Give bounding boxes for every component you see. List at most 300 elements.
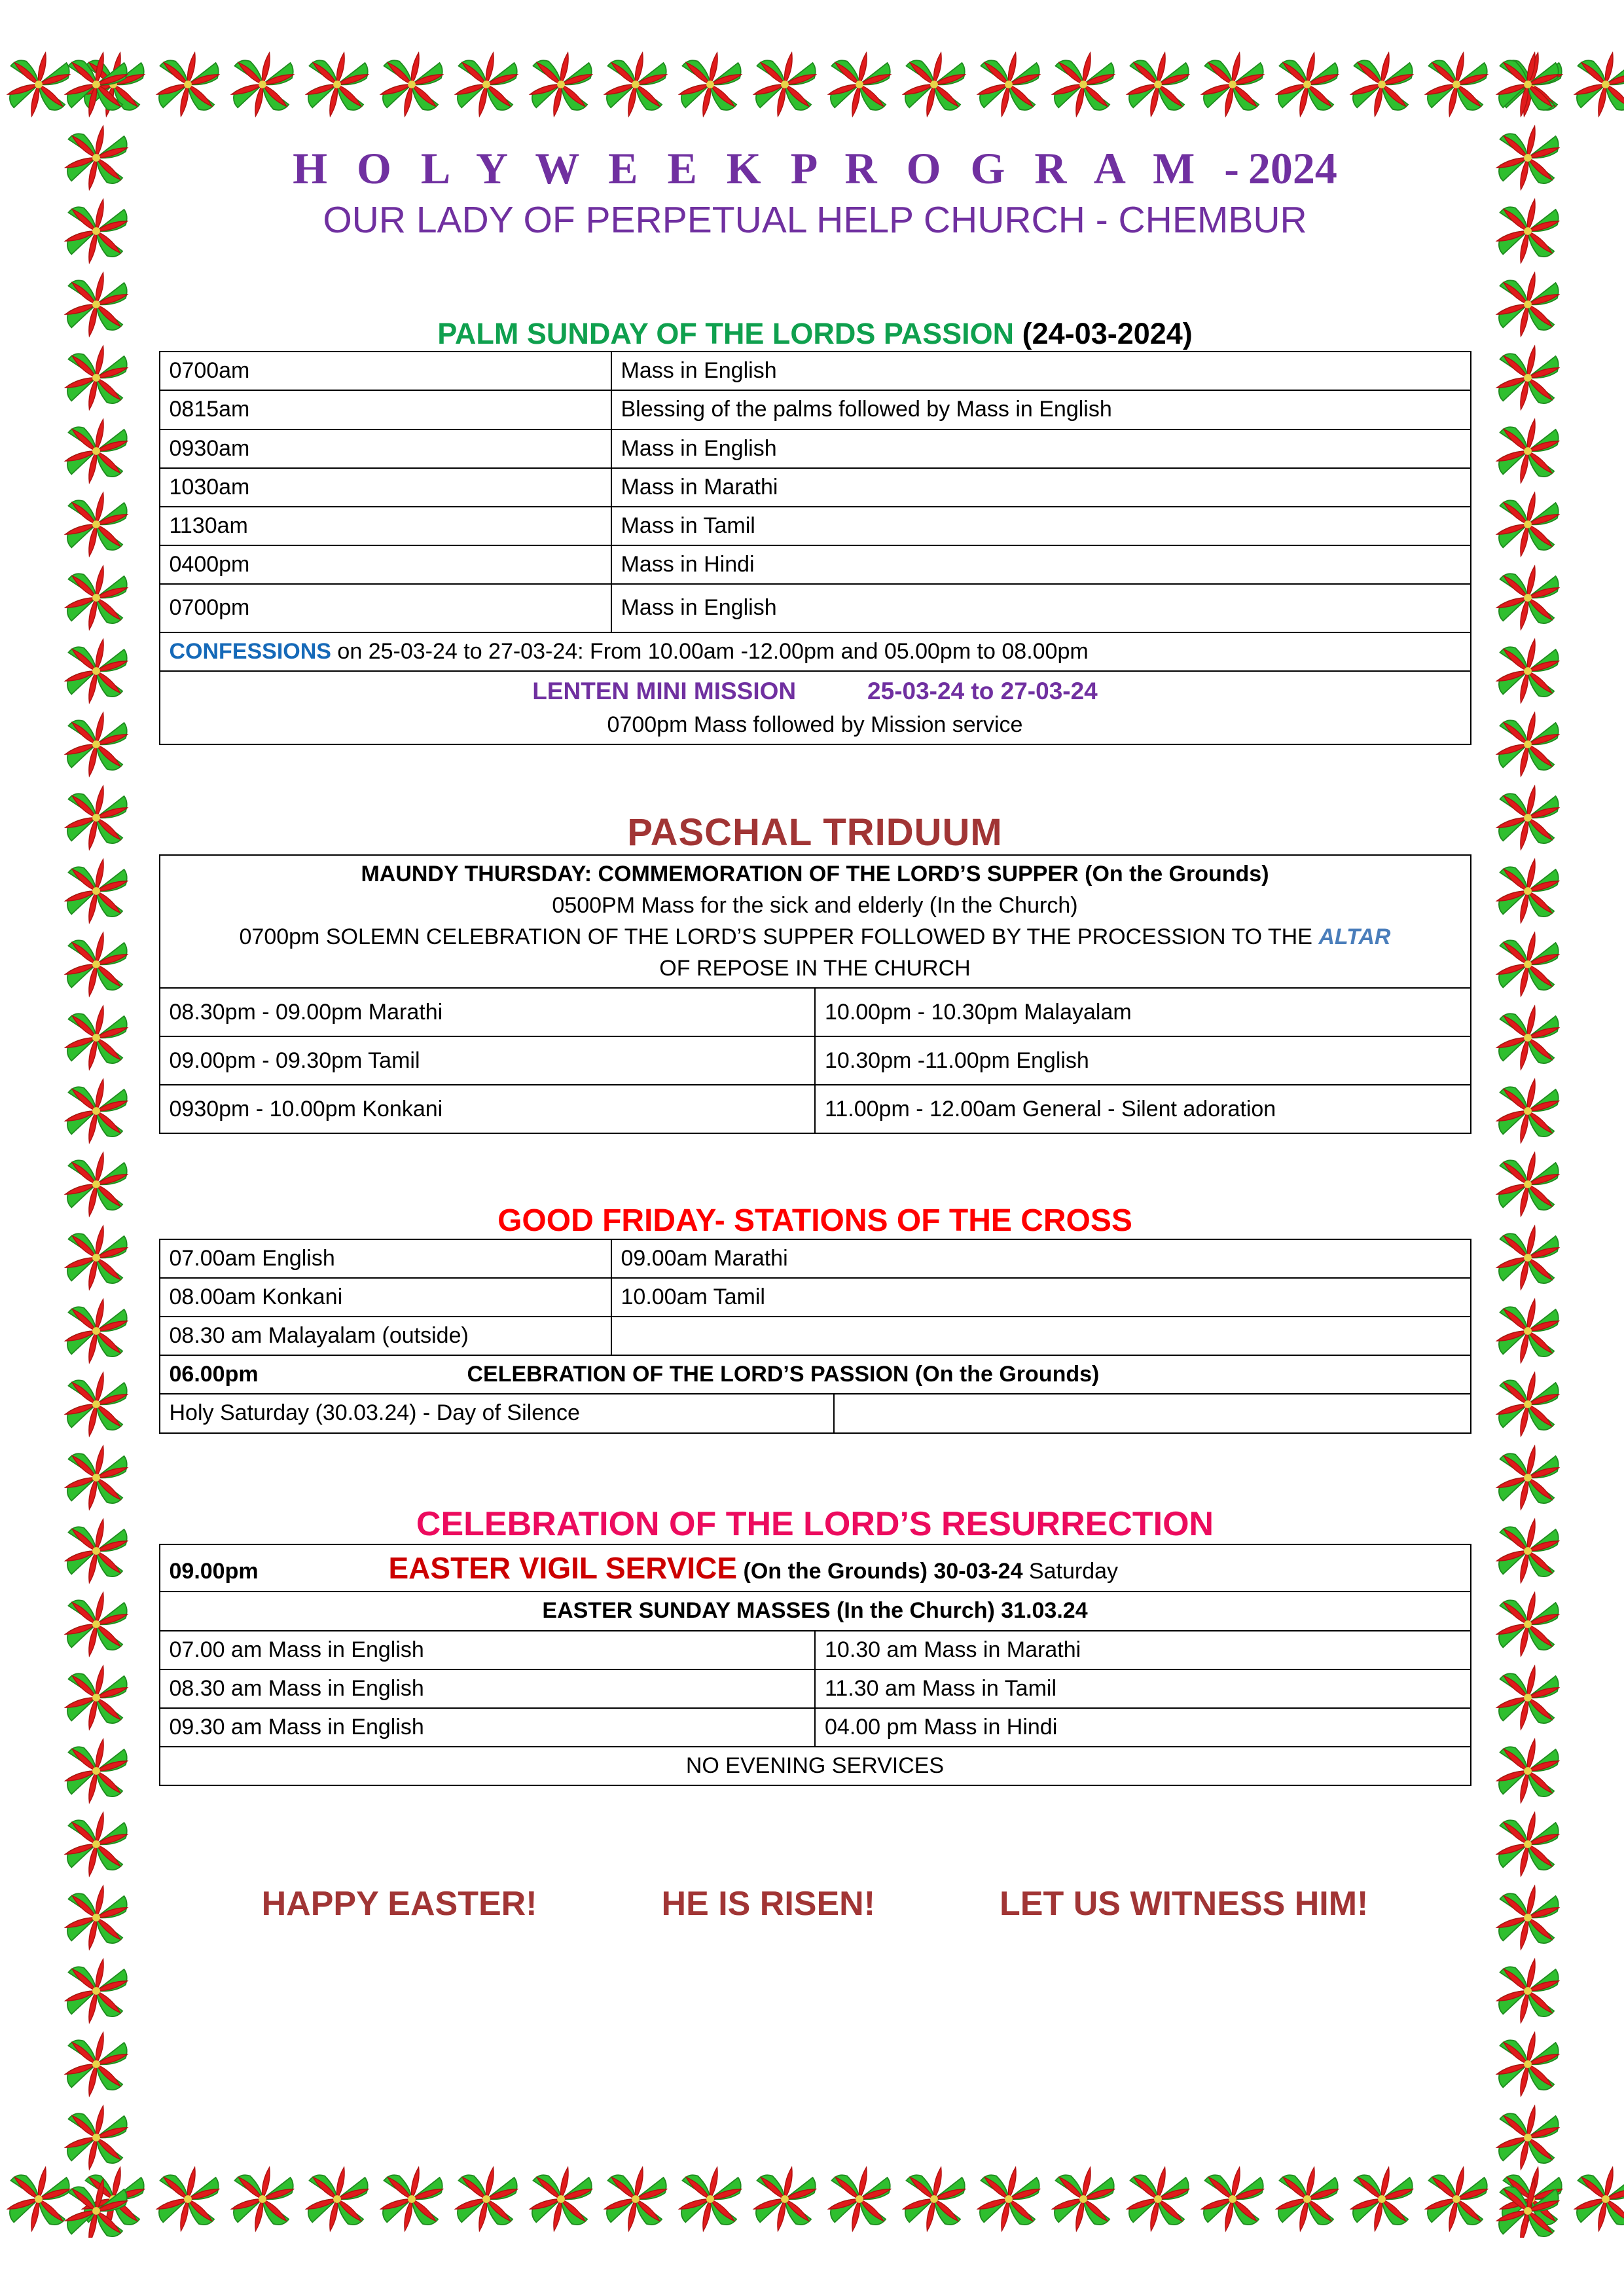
easter-vigil-date: 30-03-24 bbox=[933, 1558, 1023, 1584]
poinsettia-icon bbox=[895, 46, 973, 123]
poinsettia-icon bbox=[1489, 1586, 1566, 1663]
poinsettia-icon bbox=[522, 46, 600, 123]
border-flower bbox=[1489, 1512, 1566, 1590]
poinsettia-icon bbox=[58, 1072, 135, 1150]
table-row bbox=[160, 1085, 1471, 1133]
poinsettia-icon bbox=[1489, 486, 1566, 563]
border-flower bbox=[0, 2160, 77, 2238]
poinsettia-icon bbox=[1567, 2160, 1624, 2238]
border-flower bbox=[58, 1292, 135, 1370]
border-flower bbox=[1418, 46, 1495, 123]
stations-slot-left: 07.00am English bbox=[160, 1239, 611, 1278]
border-flower bbox=[75, 46, 152, 123]
border-flower bbox=[58, 1732, 135, 1810]
no-evening-services-text: NO EVENING SERVICES bbox=[160, 1747, 1471, 1785]
poinsettia-icon bbox=[1492, 46, 1570, 123]
border-flower bbox=[1489, 999, 1566, 1076]
poinsettia-icon bbox=[1489, 1219, 1566, 1296]
border-flower bbox=[0, 46, 77, 123]
border-flower bbox=[58, 266, 135, 343]
poinsettia-icon bbox=[1489, 1146, 1566, 1223]
border-flower bbox=[522, 46, 600, 123]
border-flower bbox=[1489, 1292, 1566, 1370]
table-row bbox=[160, 1669, 1471, 1708]
poinsettia-icon bbox=[58, 339, 135, 416]
greeting-happy-easter: HAPPY EASTER! bbox=[261, 1884, 537, 1923]
border-flower bbox=[58, 779, 135, 856]
border-flower bbox=[1489, 559, 1566, 636]
poinsettia-icon bbox=[1269, 46, 1346, 123]
poinsettia-icon bbox=[1489, 1879, 1566, 1956]
palm-sunday-heading-text: PALM SUNDAY OF THE LORDS PASSION bbox=[437, 317, 1022, 351]
border-flower bbox=[448, 2160, 525, 2238]
border-flower bbox=[1489, 926, 1566, 1003]
poinsettia-icon bbox=[58, 1732, 135, 1810]
mass-description: Mass in English bbox=[611, 352, 1471, 390]
table-row bbox=[160, 1394, 1471, 1432]
poinsettia-icon bbox=[1045, 2160, 1122, 2238]
border-flower bbox=[1489, 1219, 1566, 1296]
border-flower bbox=[58, 1952, 135, 2030]
easter-mass-left: 07.00 am Mass in English bbox=[160, 1631, 816, 1669]
table-row bbox=[160, 1278, 1471, 1317]
poinsettia-icon bbox=[1567, 46, 1624, 123]
poinsettia-icon bbox=[1492, 2160, 1570, 2238]
altar-word: ALTAR bbox=[1318, 924, 1391, 949]
border-flower bbox=[1269, 2160, 1346, 2238]
table-row bbox=[160, 1036, 1471, 1085]
easter-vigil-day: Saturday bbox=[1022, 1558, 1119, 1584]
mass-description: Blessing of the palms followed by Mass in English bbox=[611, 390, 1471, 429]
border-flower bbox=[1343, 2160, 1420, 2238]
poinsettia-icon bbox=[1489, 1806, 1566, 1883]
border-right bbox=[1489, 46, 1566, 2238]
border-flower bbox=[1489, 1146, 1566, 1223]
poinsettia-icon bbox=[1119, 2160, 1197, 2238]
poinsettia-icon bbox=[58, 1879, 135, 1956]
border-flower bbox=[58, 1659, 135, 1736]
stations-slot-right: 09.00am Marathi bbox=[611, 1239, 1471, 1278]
border-flower bbox=[1489, 1806, 1566, 1883]
poinsettia-icon bbox=[597, 46, 674, 123]
border-flower bbox=[1489, 779, 1566, 856]
border-flower bbox=[746, 46, 823, 123]
border-flower bbox=[58, 559, 135, 636]
page-title-text: H O L Y W E E K P R O G R A M - bbox=[293, 143, 1248, 193]
poinsettia-icon bbox=[1489, 1439, 1566, 1516]
border-flower bbox=[58, 1586, 135, 1663]
holy-saturday-text: Holy Saturday (30.03.24) - Day of Silence bbox=[160, 1394, 834, 1432]
poinsettia-icon bbox=[1489, 2172, 1566, 2238]
poinsettia-icon bbox=[1343, 2160, 1420, 2238]
poinsettia-icon bbox=[58, 926, 135, 1003]
border-flower bbox=[1489, 2099, 1566, 2176]
stations-slot-left: 08.00am Konkani bbox=[160, 1278, 611, 1317]
border-flower bbox=[58, 852, 135, 930]
mass-time: 0815am bbox=[160, 390, 611, 429]
poinsettia-icon bbox=[58, 1292, 135, 1370]
poinsettia-icon bbox=[149, 46, 226, 123]
maundy-thursday-cell bbox=[160, 855, 1471, 988]
lenten-mission-line bbox=[170, 678, 1461, 706]
border-flower bbox=[58, 1146, 135, 1223]
mass-description: Mass in English bbox=[611, 584, 1471, 632]
border-flower bbox=[1489, 1586, 1566, 1663]
poinsettia-icon bbox=[58, 1146, 135, 1223]
border-flower bbox=[1045, 2160, 1122, 2238]
table-row bbox=[160, 507, 1471, 545]
border-bottom bbox=[0, 2160, 1624, 2238]
border-flower bbox=[149, 46, 226, 123]
table-row bbox=[160, 390, 1471, 429]
border-flower bbox=[597, 2160, 674, 2238]
border-flower bbox=[1045, 46, 1122, 123]
poinsettia-icon bbox=[1489, 192, 1566, 270]
table-row bbox=[160, 545, 1471, 584]
poinsettia-icon bbox=[1194, 2160, 1271, 2238]
poinsettia-icon bbox=[1489, 1366, 1566, 1443]
page-title bbox=[141, 124, 1489, 192]
border-flower bbox=[1489, 1952, 1566, 2030]
document-content bbox=[141, 124, 1489, 2160]
border-flower bbox=[1489, 632, 1566, 710]
poinsettia-icon bbox=[1489, 1512, 1566, 1590]
border-flower bbox=[1489, 1879, 1566, 1956]
poinsettia-icon bbox=[1489, 2026, 1566, 2103]
poinsettia-icon bbox=[1269, 2160, 1346, 2238]
confessions-label: CONFESSIONS bbox=[169, 638, 331, 664]
poinsettia-icon bbox=[373, 46, 450, 123]
poinsettia-icon bbox=[58, 1952, 135, 2030]
poinsettia-icon bbox=[298, 2160, 376, 2238]
border-flower bbox=[58, 1512, 135, 1590]
poinsettia-icon bbox=[149, 2160, 226, 2238]
border-flower bbox=[970, 2160, 1047, 2238]
paschal-triduum-heading: PASCHAL TRIDUUM bbox=[627, 811, 1003, 854]
border-flower bbox=[1119, 2160, 1197, 2238]
table-row bbox=[160, 1631, 1471, 1669]
mass-description: Mass in Hindi bbox=[611, 545, 1471, 584]
poinsettia-icon bbox=[970, 2160, 1047, 2238]
easter-mass-left: 08.30 am Mass in English bbox=[160, 1669, 816, 1708]
mass-time: 1130am bbox=[160, 507, 611, 545]
poinsettia-icon bbox=[597, 2160, 674, 2238]
mass-time: 1030am bbox=[160, 468, 611, 507]
border-left bbox=[58, 46, 135, 2238]
border-flower bbox=[373, 2160, 450, 2238]
border-flower bbox=[58, 999, 135, 1076]
border-flower bbox=[1489, 2026, 1566, 2103]
border-flower bbox=[1269, 46, 1346, 123]
border-flower bbox=[58, 339, 135, 416]
border-flower bbox=[224, 2160, 301, 2238]
border-flower bbox=[1492, 2160, 1570, 2238]
easter-vigil-venue: (On the Grounds) bbox=[737, 1558, 934, 1584]
border-flower bbox=[672, 46, 749, 123]
border-flower bbox=[58, 2172, 135, 2238]
poinsettia-icon bbox=[58, 412, 135, 490]
border-flower bbox=[1567, 2160, 1624, 2238]
adoration-slot-left: 09.00pm - 09.30pm Tamil bbox=[160, 1036, 816, 1085]
poinsettia-icon bbox=[672, 46, 749, 123]
border-flower bbox=[58, 2026, 135, 2103]
poinsettia-icon bbox=[298, 46, 376, 123]
poinsettia-icon bbox=[58, 852, 135, 930]
easter-table bbox=[159, 1544, 1471, 1786]
border-flower bbox=[58, 1366, 135, 1443]
border-flower bbox=[58, 1806, 135, 1883]
border-flower bbox=[746, 2160, 823, 2238]
lords-passion-text: CELEBRATION OF THE LORD’S PASSION (On the Grounds) bbox=[467, 1362, 1100, 1387]
border-flower bbox=[1489, 266, 1566, 343]
border-flower bbox=[58, 632, 135, 710]
easter-mass-right: 10.30 am Mass in Marathi bbox=[815, 1631, 1471, 1669]
border-flower bbox=[1489, 1366, 1566, 1443]
mass-time: 0930am bbox=[160, 429, 611, 468]
border-flower bbox=[58, 706, 135, 783]
border-flower bbox=[58, 1439, 135, 1516]
poinsettia-icon bbox=[58, 266, 135, 343]
poinsettia-icon bbox=[0, 2160, 77, 2238]
poinsettia-icon bbox=[58, 1806, 135, 1883]
mass-time: 0400pm bbox=[160, 545, 611, 584]
easter-vigil-time: 09.00pm bbox=[169, 1558, 259, 1584]
poinsettia-icon bbox=[58, 632, 135, 710]
border-top bbox=[0, 46, 1624, 123]
greeting-let-us-witness: LET US WITNESS HIM! bbox=[1000, 1884, 1369, 1923]
border-flower bbox=[58, 412, 135, 490]
poinsettia-icon bbox=[1045, 46, 1122, 123]
poinsettia-icon bbox=[448, 46, 525, 123]
border-flower bbox=[224, 46, 301, 123]
confessions-text: on 25-03-24 to 27-03-24: From 10.00am -12.00pm and 05.00pm to 08.00pm bbox=[331, 638, 1089, 664]
mass-description: Mass in Marathi bbox=[611, 468, 1471, 507]
border-flower bbox=[895, 2160, 973, 2238]
poinsettia-icon bbox=[58, 706, 135, 783]
poinsettia-icon bbox=[58, 999, 135, 1076]
poinsettia-icon bbox=[448, 2160, 525, 2238]
border-flower bbox=[1489, 706, 1566, 783]
border-flower bbox=[1489, 1659, 1566, 1736]
lenten-mission-title: LENTEN MINI MISSION bbox=[532, 678, 797, 705]
lenten-mission-dates: 25-03-24 to 27-03-24 bbox=[867, 678, 1098, 705]
stations-slot-right: 10.00am Tamil bbox=[611, 1278, 1471, 1317]
adoration-slot-right: 10.00pm - 10.30pm Malayalam bbox=[815, 988, 1471, 1036]
border-flower bbox=[1489, 1732, 1566, 1810]
poinsettia-icon bbox=[58, 559, 135, 636]
border-flower bbox=[58, 486, 135, 563]
maundy-solemn-celebration bbox=[170, 924, 1461, 950]
border-flower bbox=[1489, 339, 1566, 416]
greeting-he-is-risen: HE IS RISEN! bbox=[661, 1884, 876, 1923]
border-flower bbox=[1418, 2160, 1495, 2238]
poinsettia-icon bbox=[1343, 46, 1420, 123]
resurrection-heading: CELEBRATION OF THE LORD’S RESURRECTION bbox=[416, 1504, 1214, 1543]
good-friday-heading: GOOD FRIDAY- STATIONS OF THE CROSS bbox=[497, 1203, 1132, 1239]
border-flower bbox=[149, 2160, 226, 2238]
table-row bbox=[160, 1317, 1471, 1355]
poinsettia-icon bbox=[1489, 852, 1566, 930]
mass-description: Mass in Tamil bbox=[611, 507, 1471, 545]
church-name: OUR LADY OF PERPETUAL HELP CHURCH - CHEMBUR bbox=[323, 199, 1307, 242]
lenten-mission-row bbox=[160, 671, 1471, 744]
border-flower bbox=[58, 2099, 135, 2176]
poinsettia-icon bbox=[75, 2160, 152, 2238]
poinsettia-icon bbox=[1489, 119, 1566, 196]
adoration-slot-right: 10.30pm -11.00pm English bbox=[815, 1036, 1471, 1085]
border-flower bbox=[58, 46, 135, 123]
easter-sunday-header-row bbox=[160, 1592, 1471, 1630]
poinsettia-icon bbox=[58, 2172, 135, 2238]
poinsettia-icon bbox=[1418, 46, 1495, 123]
border-flower bbox=[597, 46, 674, 123]
poinsettia-icon bbox=[58, 46, 135, 123]
table-row bbox=[160, 429, 1471, 468]
poinsettia-icon bbox=[58, 1512, 135, 1590]
border-flower bbox=[75, 2160, 152, 2238]
border-flower bbox=[58, 119, 135, 196]
holy-saturday-table bbox=[159, 1393, 1471, 1433]
holy-saturday-empty-cell bbox=[834, 1394, 1471, 1432]
easter-sunday-masses-header: EASTER SUNDAY MASSES (In the Church) 31.03.24 bbox=[160, 1592, 1471, 1630]
lenten-mission-detail: 0700pm Mass followed by Mission service bbox=[607, 712, 1023, 737]
border-flower bbox=[58, 1219, 135, 1296]
border-flower bbox=[1489, 852, 1566, 930]
poinsettia-icon bbox=[373, 2160, 450, 2238]
easter-mass-right: 11.30 am Mass in Tamil bbox=[815, 1669, 1471, 1708]
lords-passion-cell bbox=[160, 1355, 1471, 1394]
poinsettia-icon bbox=[1489, 1952, 1566, 2030]
poinsettia-icon bbox=[1194, 46, 1271, 123]
poinsettia-icon bbox=[1489, 1659, 1566, 1736]
poinsettia-icon bbox=[1489, 1732, 1566, 1810]
greetings-row bbox=[141, 1884, 1489, 1923]
table-row bbox=[160, 584, 1471, 632]
poinsettia-icon bbox=[1489, 46, 1566, 123]
maundy-sick-mass: 0500PM Mass for the sick and elderly (In the Church) bbox=[552, 892, 1078, 918]
border-flower bbox=[1489, 2172, 1566, 2238]
no-evening-services-row bbox=[160, 1747, 1471, 1785]
border-flower bbox=[298, 46, 376, 123]
border-flower bbox=[522, 2160, 600, 2238]
mass-time: 0700pm bbox=[160, 584, 611, 632]
poinsettia-icon bbox=[1489, 926, 1566, 1003]
border-flower bbox=[1194, 2160, 1271, 2238]
poinsettia-icon bbox=[1489, 1072, 1566, 1150]
border-flower bbox=[895, 46, 973, 123]
poinsettia-icon bbox=[75, 46, 152, 123]
lords-passion-time: 06.00pm bbox=[169, 1362, 259, 1387]
easter-vigil-cell bbox=[160, 1544, 1471, 1592]
easter-vigil-title: EASTER VIGIL SERVICE bbox=[388, 1550, 738, 1585]
poinsettia-icon bbox=[58, 1219, 135, 1296]
maundy-thursday-row bbox=[160, 855, 1471, 988]
poinsettia-icon bbox=[970, 46, 1047, 123]
poinsettia-icon bbox=[58, 192, 135, 270]
poinsettia-icon bbox=[1418, 2160, 1495, 2238]
border-flower bbox=[1489, 192, 1566, 270]
poinsettia-icon bbox=[672, 2160, 749, 2238]
adoration-slot-left: 08.30pm - 09.00pm Marathi bbox=[160, 988, 816, 1036]
poinsettia-icon bbox=[1489, 706, 1566, 783]
poinsettia-icon bbox=[746, 46, 823, 123]
poinsettia-icon bbox=[1489, 632, 1566, 710]
poinsettia-icon bbox=[224, 2160, 301, 2238]
border-flower bbox=[58, 192, 135, 270]
stations-slot-right bbox=[611, 1317, 1471, 1355]
good-friday-table bbox=[159, 1239, 1471, 1394]
border-flower bbox=[821, 46, 898, 123]
poinsettia-icon bbox=[522, 2160, 600, 2238]
table-row bbox=[160, 352, 1471, 390]
border-flower bbox=[58, 1879, 135, 1956]
poinsettia-icon bbox=[58, 2026, 135, 2103]
border-flower bbox=[373, 46, 450, 123]
poinsettia-icon bbox=[1489, 266, 1566, 343]
border-flower bbox=[1489, 46, 1566, 123]
maundy-thursday-title: MAUNDY THURSDAY: COMMEMORATION OF THE LORD’S SUPPER (On the Grounds) bbox=[361, 861, 1269, 886]
border-flower bbox=[298, 2160, 376, 2238]
easter-mass-right: 04.00 pm Mass in Hindi bbox=[815, 1708, 1471, 1747]
poinsettia-icon bbox=[821, 2160, 898, 2238]
triduum-table bbox=[159, 854, 1471, 1134]
poinsettia-icon bbox=[821, 46, 898, 123]
table-row bbox=[160, 1708, 1471, 1747]
poinsettia-icon bbox=[58, 779, 135, 856]
confessions-cell bbox=[160, 632, 1471, 671]
palm-sunday-heading bbox=[141, 317, 1489, 351]
poinsettia-icon bbox=[746, 2160, 823, 2238]
poinsettia-icon bbox=[1489, 559, 1566, 636]
poinsettia-icon bbox=[1489, 412, 1566, 490]
lenten-mission-cell bbox=[160, 671, 1471, 744]
easter-vigil-row bbox=[160, 1544, 1471, 1592]
border-flower bbox=[1489, 412, 1566, 490]
stations-slot-left: 08.30 am Malayalam (outside) bbox=[160, 1317, 611, 1355]
adoration-slot-left: 0930pm - 10.00pm Konkani bbox=[160, 1085, 816, 1133]
border-flower bbox=[1567, 46, 1624, 123]
poinsettia-icon bbox=[58, 119, 135, 196]
border-flower bbox=[1492, 46, 1570, 123]
poinsettia-icon bbox=[58, 1659, 135, 1736]
border-flower bbox=[1343, 46, 1420, 123]
palm-sunday-table bbox=[159, 351, 1471, 744]
poinsettia-icon bbox=[58, 1439, 135, 1516]
poinsettia-icon bbox=[0, 46, 77, 123]
easter-mass-left: 09.30 am Mass in English bbox=[160, 1708, 816, 1747]
poinsettia-icon bbox=[58, 1586, 135, 1663]
poinsettia-icon bbox=[1489, 1292, 1566, 1370]
maundy-solemn-text: 0700pm SOLEMN CELEBRATION OF THE LORD’S SUPPER FOLLOWED BY THE PROCESSION TO THE bbox=[239, 924, 1319, 949]
border-flower bbox=[58, 1072, 135, 1150]
mass-description: Mass in English bbox=[611, 429, 1471, 468]
table-row bbox=[160, 468, 1471, 507]
poinsettia-icon bbox=[895, 2160, 973, 2238]
poinsettia-icon bbox=[1119, 46, 1197, 123]
table-row bbox=[160, 1239, 1471, 1278]
border-flower bbox=[1119, 46, 1197, 123]
palm-sunday-date: (24-03-2024) bbox=[1022, 317, 1193, 351]
poinsettia-icon bbox=[1489, 999, 1566, 1076]
confessions-row bbox=[160, 632, 1471, 671]
border-flower bbox=[821, 2160, 898, 2238]
border-flower bbox=[1489, 1072, 1566, 1150]
page-title-year: 2024 bbox=[1248, 143, 1337, 193]
table-row bbox=[160, 988, 1471, 1036]
border-flower bbox=[1489, 1439, 1566, 1516]
poinsettia-icon bbox=[58, 1366, 135, 1443]
poinsettia-icon bbox=[1489, 339, 1566, 416]
